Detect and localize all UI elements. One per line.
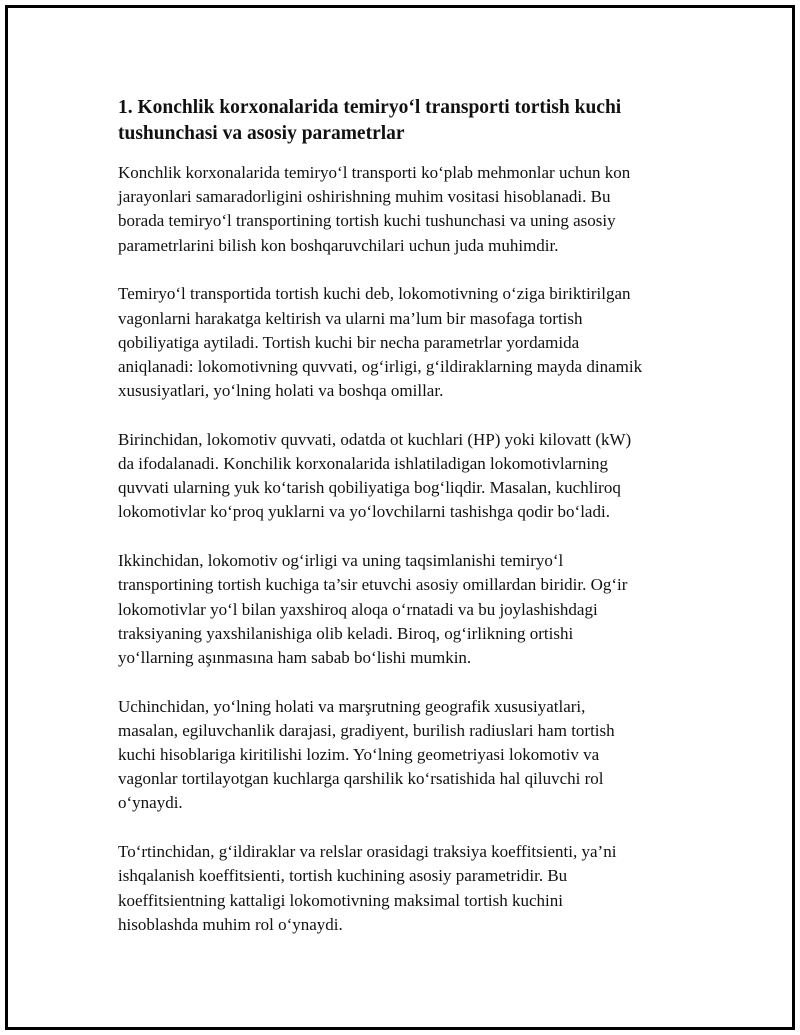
- section-heading: 1. Konchlik korxonalarida temiryo‘l transporti tortish kuchi tushunchasi va asosiy parametrlar: [118, 97, 622, 144]
- paragraph-fourth: To‘rtinchidan, g‘ildiraklar va relslar orasidagi traksiya koeffitsienti, ya’ni ishqalanish koeffitsienti, tortish kuchining asosiy parametridir. Bu koeffitsientning kattaligi lokomotivning maksimal tortish kuchini hisoblashda muhim rol o‘ynaydi.: [118, 842, 617, 934]
- paragraph-second: Ikkinchidan, lokomotiv og‘irligi va uning taqsimlanishi temiryo‘l transportining tortish kuchiga ta’sir etuvchi asosiy omillardan biridir. Og‘ir lokomotivlar yo‘l bilan yaxshiroq aloqa o‘rnatadi va bu joylashishdagi traksiyaning yaxshilanishiga olib keladi. Biroq, og‘irlikning ortishi yo‘llarning aşınmasına ham sabab bo‘lishi mumkin.: [118, 551, 628, 667]
- paragraph-definition: Temiryo‘l transportida tortish kuchi deb, lokomotivning o‘ziga biriktirilgan vagonlarni harakatga keltirish va ularni ma’lum bir masofaga tortish qobiliyatiga aytiladi. Tortish kuchi bir necha parametrlar yordamida aniqlanadi: lokomotivning quvvati, og‘irligi, g‘ildiraklarning mayda dinamik xususiyatlari, yo‘lning holati va boshqa omillar.: [118, 284, 643, 401]
- paragraph-third: Uchinchidan, yo‘lning holati va marşrutning geografik xususiyatlari, masalan, egiluvchanlik darajasi, gradiyent, burilish radiuslari ham tortish kuchi hisoblariga kiritilishi lozim. Yo‘lning geometriyasi lokomotiv va vagonlar tortilayotgan kuchlarga qarshilik ko‘rsatishida hal qiluvchi rol o‘ynaydi.: [118, 696, 615, 813]
- paragraph-intro: Konchlik korxonalarida temiryo‘l transporti ko‘plab mehmonlar uchun kon jarayonlari samaradorligini oshirishning muhim vositasi hisoblanadi. Bu borada temiryo‘l transportining tortish kuchi tushunchasi va uning asosiy parametrlarini bilish kon boshqaruvchilari uchun juda muhimdir.: [118, 163, 631, 255]
- document-body: [118, 95, 690, 961]
- paragraph-first: Birinchidan, lokomotiv quvvati, odatda ot kuchlari (HP) yoki kilovatt (kW) da ifodalanadi. Konchilik korxonalarida ishlatiladigan lokomotivlarning quvvati ularning yuk ko‘tarish qobiliyatiga bog‘liqdir. Masalan, kuchliroq lokomotivlar ko‘proq yuklarni va yo‘lovchilarni tashishga qodir bo‘ladi.: [118, 429, 632, 522]
